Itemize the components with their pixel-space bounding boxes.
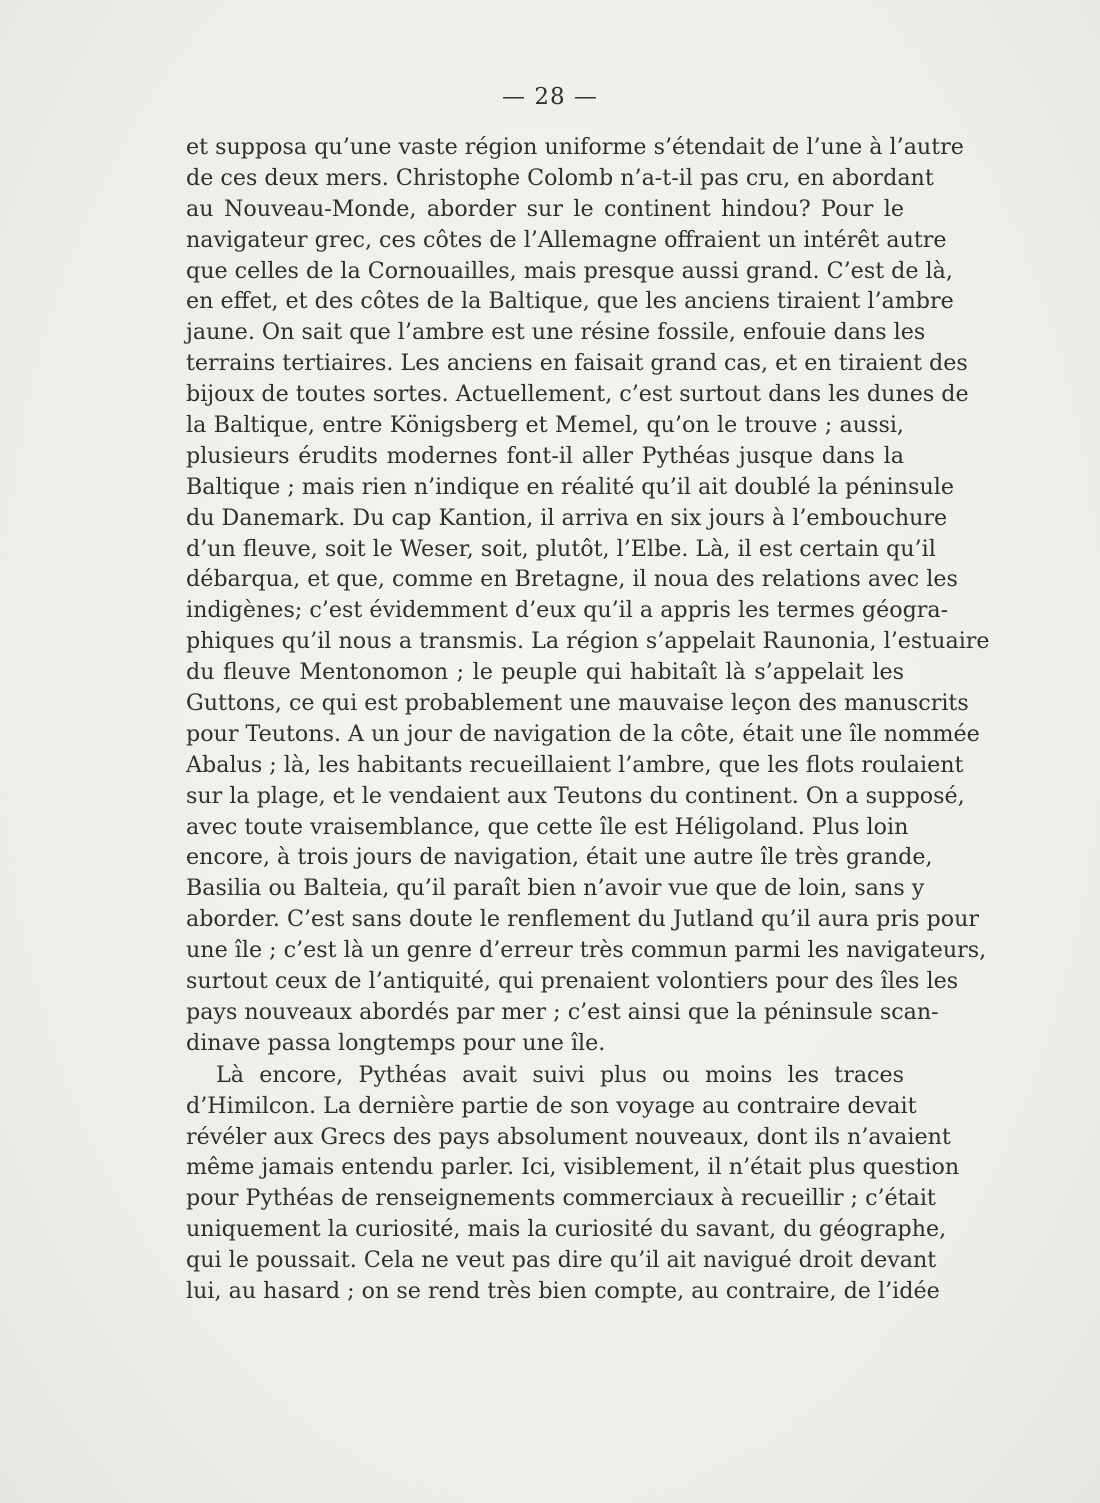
text-line: débarqua, et que, comme en Bretagne, il noua des relations avec les [186,566,958,593]
text-line: du fleuve Mentonomon ; le peuple qui habitaît là s’appelait les [186,659,904,686]
text-line: même jamais entendu parler. Ici, visiblement, il n’était plus question [186,1154,960,1181]
text-line: du Danemark. Du cap Kantion, il arriva en six jours à l’embouchure [186,504,948,531]
text-line: de ces deux mers. Christophe Colomb n’a-t-il pas cru, en abordant [186,164,934,191]
text-line: pays nouveaux abordés par mer ; c’est ainsi que la péninsule scan- [186,998,939,1025]
text-line: en effet, et des côtes de la Baltique, que les anciens tiraient l’ambre [186,288,954,315]
page-number: — 28 — [502,84,598,110]
text-line: phiques qu’il nous a transmis. La région s’appelait Raunonia, l’estuaire [186,628,990,655]
text-line: et supposa qu’une vaste région uniforme s’étendait de l’une à l’autre [186,134,964,160]
paragraph [186,132,990,1059]
text-line: d’un fleuve, soit le Weser, soit, plutôt, l’Elbe. Là, il est certain qu’il [186,535,936,562]
text-line: sur la plage, et le vendaient aux Teutons du continent. On a supposé, [186,782,965,809]
text-line: révéler aux Grecs des pays absolument nouveaux, dont ils n’avaient [186,1123,951,1150]
text-line: pour Teutons. A un jour de navigation de la côte, était une île nommée [186,720,980,747]
text-line: pour Pythéas de renseignements commerciaux à recueillir ; c’était [186,1185,936,1212]
text-line: dinave passa longtemps pour une île. [186,1029,606,1056]
text-line: encore, à trois jours de navigation, était une autre île très grande, [186,844,933,871]
text-line: surtout ceux de l’antiquité, qui prenaient volontiers pour des îles les [186,968,959,995]
body-text [186,132,990,1307]
text-line: lui, au hasard ; on se rend très bien compte, au contraire, de l’idée [186,1277,940,1304]
text-line: Guttons, ce qui est probablement une mauvaise leçon des manuscrits [186,690,969,717]
text-line: avec toute vraisemblance, que cette île est Héligoland. Plus loin [186,813,909,840]
text-line: bijoux de toutes sortes. Actuellement, c’est surtout dans les dunes de [186,381,969,408]
text-line: d’Himilcon. La dernière partie de son voyage au contraire devait [186,1092,917,1119]
text-line: plusieurs érudits modernes font-il aller Pythéas jusque dans la [186,442,904,469]
text-line: Là encore, Pythéas avait suivi plus ou moins les traces [216,1061,904,1088]
text-line: au Nouveau-Monde, aborder sur le continent hindou? Pour le [186,195,904,222]
text-line: Abalus ; là, les habitants recueillaient l’ambre, que les flots roulaient [186,751,964,778]
text-line: uniquement la curiosité, mais la curiosité du savant, du géographe, [186,1216,947,1243]
text-line: navigateur grec, ces côtes de l’Allemagne offraient un intérêt autre [186,226,947,253]
text-line: aborder. C’est sans doute le renflement du Jutland qu’il aura pris pour [186,906,979,933]
text-line: la Baltique, entre Königsberg et Memel, qu’on le trouve ; aussi, [186,412,904,439]
text-line: Baltique ; mais rien n’indique en réalité qu’il ait doublé la péninsule [186,473,954,500]
text-line: que celles de la Cornouailles, mais presque aussi grand. C’est de là, [186,257,953,284]
text-line: une île ; c’est là un genre d’erreur très commun parmi les navigateurs, [186,937,987,964]
text-line: indigènes; c’est évidemment d’eux qu’il a appris les termes géogra- [186,597,949,624]
paragraph [186,1060,960,1307]
text-line: jaune. On sait que l’ambre est une résine fossile, enfouie dans les [186,319,926,346]
text-line: Basilia ou Balteia, qu’il paraît bien n’avoir vue que de loin, sans y [186,875,925,902]
text-line: qui le poussait. Cela ne veut pas dire qu’il ait navigué droit devant [186,1247,937,1274]
text-line: terrains tertiaires. Les anciens en faisait grand cas, et en tiraient des [186,350,968,377]
